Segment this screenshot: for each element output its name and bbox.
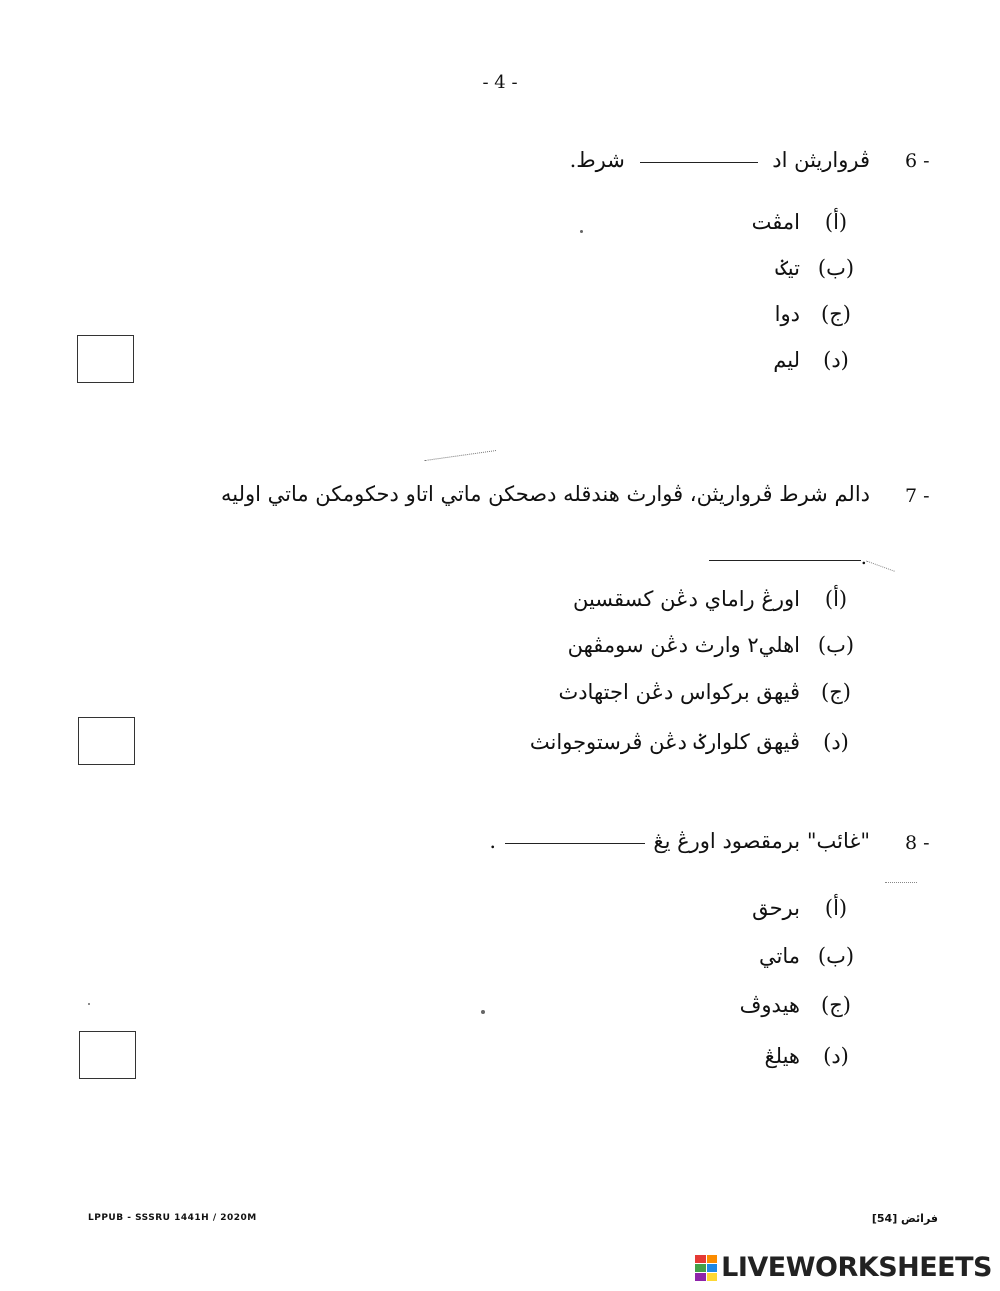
question-6-option-b [776,256,861,280]
question-8-answer-box[interactable] [79,1031,136,1079]
question-8-option-a [752,896,860,920]
scan-speck [580,230,583,233]
question-7-option-b [568,633,860,657]
option-label: (ب) [817,944,855,968]
option-label: (أ) [824,896,848,920]
question-8-option-d [764,1044,860,1068]
option-label: (د) [823,1044,849,1068]
option-text: ڤيهق کلوارݢ دڠن ڤرستوجوانث [529,730,800,754]
scan-mark [425,450,498,471]
option-text: هيلڠ [764,1044,800,1068]
option-label: (ج) [821,302,851,326]
question-6-blank [640,161,758,163]
option-text: تيݢ [775,256,800,280]
scan-mark [859,561,894,591]
question-6-number: 6 - [905,150,930,172]
question-6-option-a [752,210,860,234]
question-8-option-b [759,944,860,968]
question-7-option-d [530,730,860,754]
footer-code: LPPUB - SSSRU 1441H / 2020M [88,1213,257,1223]
question-8-text [489,829,870,853]
option-text: ڤيهق برکواس دڠن اجتهادث [558,680,800,704]
scan-mark [885,882,917,889]
option-text: هيدوڤ [739,993,800,1017]
question-7-number: 7 - [905,485,930,507]
question-6-text-after: شرط. [569,148,625,172]
question-6-text-before: ڤرواريثن اد [772,148,870,172]
option-text: دوا [774,302,800,326]
question-8-text-before: "غائب" برمقصود اورڠ يڠ [653,829,870,853]
option-label: (ج) [821,993,851,1017]
question-8-option-c [740,993,860,1017]
question-8-text-after: . [489,829,497,853]
scan-speck [481,1010,485,1014]
scan-speck [88,1003,90,1005]
question-6-answer-box[interactable] [77,335,134,383]
option-label: (ج) [821,680,851,704]
option-text: ليم [773,348,800,372]
liveworksheets-logo-icon [695,1255,717,1281]
question-7-option-a [573,587,860,611]
question-6-option-d [773,348,860,372]
option-text: امڤت [751,210,800,234]
liveworksheets-wordmark: LIVEWORKSHEETS [721,1252,992,1283]
question-6-text [570,148,870,172]
option-label: (د) [823,730,849,754]
question-7-blank-line: . [709,545,867,569]
question-7-text: دالم شرط ڤرواريثن، ڤوارث هندقله دصحکن ماتي اتاو دحکومکن ماتي اوليه [220,482,870,506]
question-6-option-c [775,302,860,326]
option-text: برحق [752,896,800,920]
option-label: (ب) [817,256,855,280]
option-label: (ب) [817,633,855,657]
page-number: - 4 - [482,72,518,93]
question-7-answer-box[interactable] [78,717,135,765]
question-7-option-c [558,680,860,704]
question-8-blank [505,842,645,844]
option-text: اورڠ راماي دڠن کسقسين [572,587,800,611]
option-text: ماتي [759,944,800,968]
footer-subject: فرائض [54] [871,1212,938,1225]
question-8-number: 8 - [905,832,930,854]
option-label: (د) [823,348,849,372]
option-text: اهلي٢ وارث دڠن سومڤهن [567,633,800,657]
liveworksheets-brand [695,1252,992,1283]
option-label: (أ) [824,210,848,234]
option-label: (أ) [824,587,848,611]
